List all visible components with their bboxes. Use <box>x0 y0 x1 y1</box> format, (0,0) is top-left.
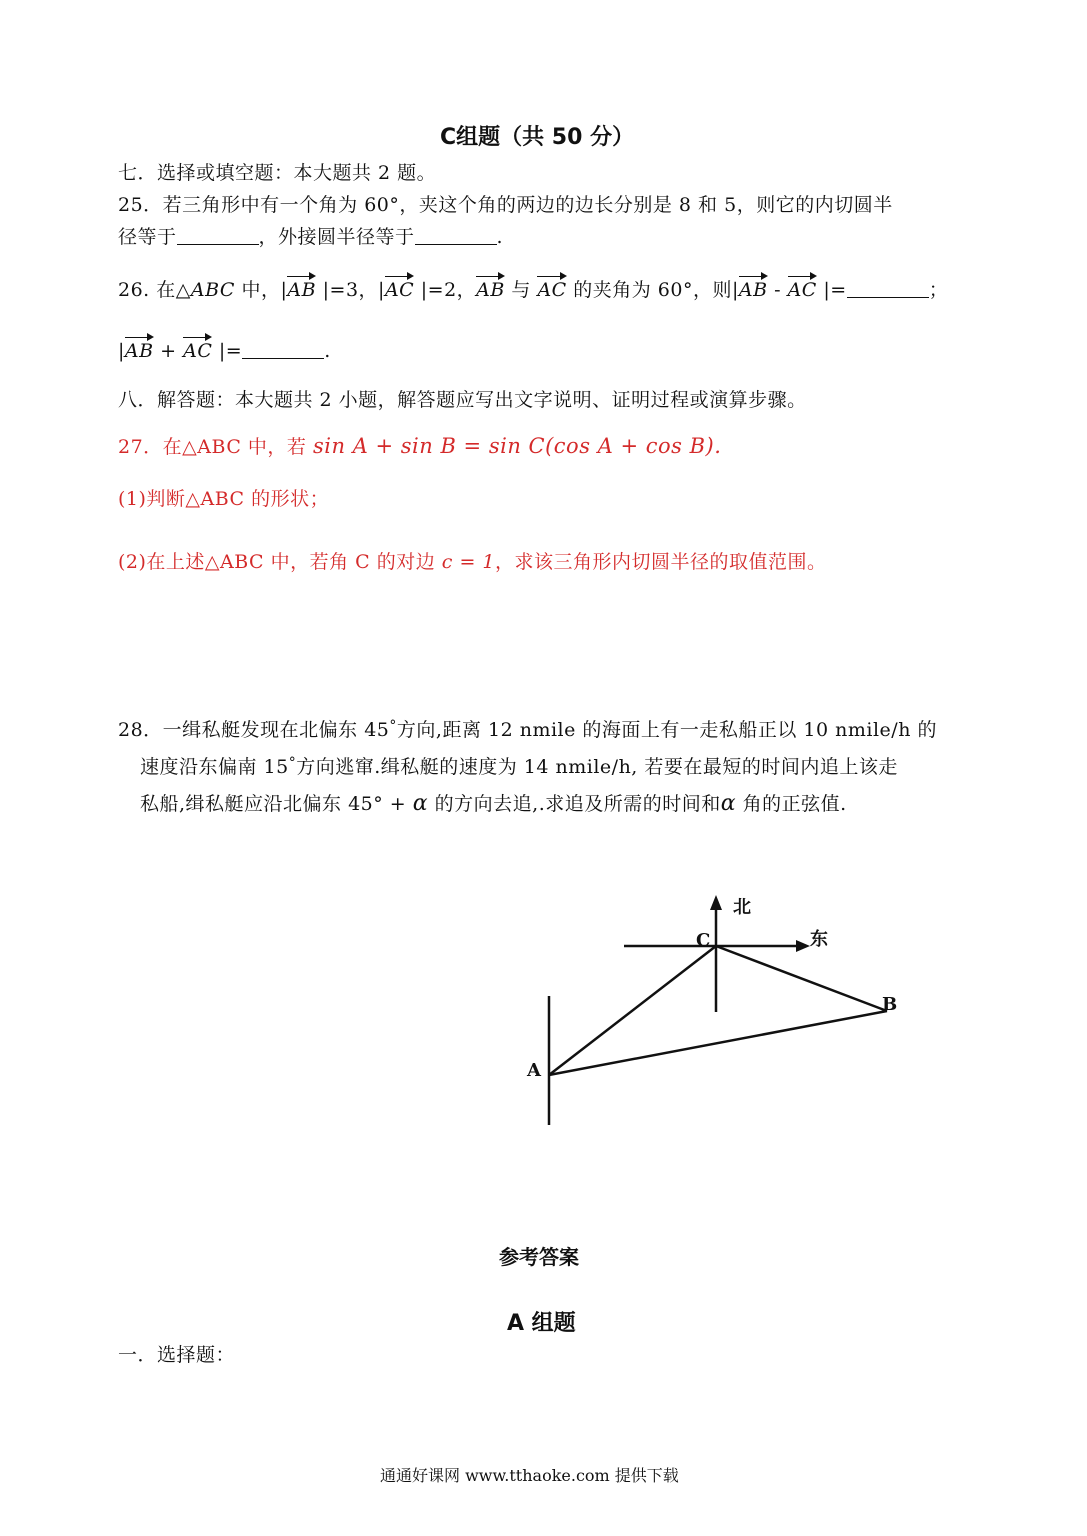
vector-ab: AB <box>124 340 154 362</box>
q26-text: |= <box>212 340 243 362</box>
q26-text: | <box>118 340 125 362</box>
vector-ab: AB <box>476 279 505 301</box>
q28-text: 私船,缉私艇应沿北偏东 45° + <box>140 793 413 815</box>
vector-ab: AB <box>738 279 768 301</box>
north-label: 北 <box>733 897 751 918</box>
q25-text-b: ，外接圆半径等于 <box>258 226 415 248</box>
east-arrow-icon <box>796 940 810 952</box>
vector-ac: AC <box>537 279 567 301</box>
q28-text: 方向逃窜.缉私艇的速度为 14 nmile/h, 若要在最短的时间内追上该走 <box>296 756 898 778</box>
q27-text: ，求该三角形内切圆半径的取值范围。 <box>495 551 827 573</box>
q26-text: 与 <box>504 279 538 301</box>
north-arrow-icon <box>710 895 722 910</box>
q28-text: 28．一缉私艇发现在北偏东 45 <box>118 719 390 741</box>
footer-text: 通通好课网 www.tthaoke.com 提供下载 <box>380 1466 679 1485</box>
q27-condition: c = 1 <box>441 551 496 573</box>
q26-text: + <box>153 340 184 362</box>
section-8-heading: 八．解答题：本大题共 2 小题，解答题应写出文字说明、证明过程或演算步骤。 <box>118 389 807 411</box>
point-c-label: C <box>696 930 711 951</box>
q25-line1: 25．若三角形中有一个角为 60°，夹这个角的两边的边长分别是 8 和 5，则它的内切圆半 <box>118 194 893 216</box>
q28-text: 的方向去追,.求追及所需的时间和 <box>428 793 721 815</box>
q27-text: 27．在△ABC 中，若 <box>118 436 313 458</box>
section-7-heading: 七．选择或填空题：本大题共 2 题。 <box>118 162 437 184</box>
segment-ab <box>549 1011 887 1075</box>
q26-text: 26. 在△ <box>118 279 191 301</box>
q28-text: 方向,距离 12 nmile 的海面上有一走私船正以 10 nmile/h 的 <box>396 719 937 741</box>
point-b-label: B <box>882 994 898 1015</box>
alpha-symbol: α <box>720 791 737 816</box>
q27-text: (2)在上述△ABC 中，若角 C 的对边 <box>118 551 442 573</box>
degree-symbol: ° <box>288 755 297 771</box>
answers-section-1: 一．选择题： <box>118 1344 236 1366</box>
q25-text-a: 径等于 <box>118 226 177 248</box>
q27-equation: sin A + sin B = sin C(cos A + cos B). <box>312 434 722 458</box>
page-title: C组题（共 50 分） <box>440 125 635 150</box>
answers-heading: 参考答案 <box>499 1245 579 1269</box>
degree-symbol: ° <box>389 718 397 734</box>
east-label: 东 <box>810 929 828 950</box>
vector-ac: AC <box>183 340 213 362</box>
vector-ac: AC <box>787 279 817 301</box>
vector-ac: AC <box>384 279 415 301</box>
q26-text: ； <box>928 279 949 301</box>
vector-ab: AB <box>287 279 317 301</box>
segment-ac <box>549 946 716 1075</box>
q26-text: . <box>324 340 331 362</box>
group-a-heading: A 组题 <box>507 1311 576 1336</box>
q28-text: 角的正弦值. <box>736 793 847 815</box>
q25-text-c: . <box>496 226 504 248</box>
q26-text: - <box>767 279 788 301</box>
alpha-symbol: α <box>412 791 429 816</box>
q26-text: 的夹角为 60°，则| <box>566 279 739 301</box>
q27-part1: (1)判断△ABC 的形状； <box>118 488 330 510</box>
q28-text: 速度沿东偏南 15 <box>140 756 289 778</box>
q26-text: 中，| <box>234 279 288 301</box>
q26-triangle-name: ABC <box>190 279 235 301</box>
segment-cb <box>716 946 887 1011</box>
q26-text: |=3，| <box>316 279 385 301</box>
q26-text: |=2， <box>414 279 477 301</box>
point-a-label: A <box>527 1060 541 1081</box>
q26-text: |= <box>816 279 847 301</box>
